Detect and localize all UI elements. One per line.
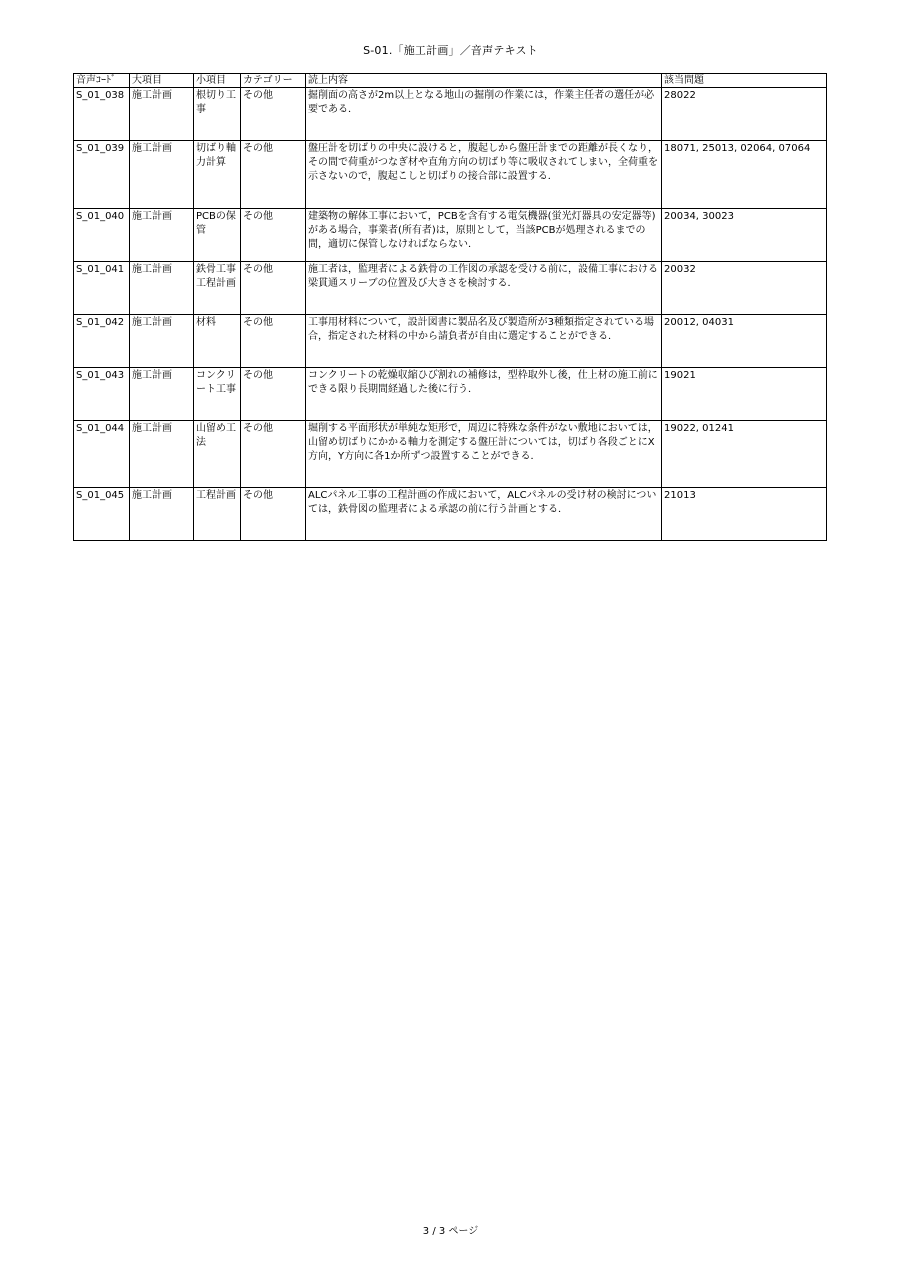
cell-refs: 20032 [662, 262, 827, 315]
cell-major: 施工計画 [130, 88, 194, 141]
cell-minor: コンクリート工事 [194, 368, 241, 421]
cell-major: 施工計画 [130, 488, 194, 541]
cell-code: S_01_041 [74, 262, 130, 315]
cell-code: S_01_043 [74, 368, 130, 421]
document-title: S-01.「施工計画」／音声テキスト [363, 44, 538, 57]
cell-refs: 19021 [662, 368, 827, 421]
cell-category: その他 [241, 209, 306, 262]
cell-content: コンクリートの乾燥収縮ひび割れの補修は，型枠取外し後，仕上材の施工前にできる限り長期間経過した後に行う． [306, 368, 662, 421]
cell-category: その他 [241, 315, 306, 368]
cell-content: 工事用材料について，設計図書に製品名及び製造所が3種類指定されている場合，指定された材料の中から請負者が自由に選定することができる． [306, 315, 662, 368]
cell-category: その他 [241, 488, 306, 541]
cell-refs: 20012, 04031 [662, 315, 827, 368]
table-row [74, 421, 827, 488]
cell-minor: 材料 [194, 315, 241, 368]
cell-code: S_01_038 [74, 88, 130, 141]
header-content: 読上内容 [306, 74, 662, 88]
header-row [74, 74, 827, 88]
table-row [74, 88, 827, 141]
cell-refs: 21013 [662, 488, 827, 541]
cell-category: その他 [241, 88, 306, 141]
cell-major: 施工計画 [130, 262, 194, 315]
cell-minor: 山留め工法 [194, 421, 241, 488]
cell-content: 掘削面の高さが2m以上となる地山の掘削の作業には，作業主任者の選任が必要である． [306, 88, 662, 141]
cell-category: その他 [241, 262, 306, 315]
page-number: 3 / 3 ページ [422, 1226, 479, 1237]
header-major: 大項目 [130, 74, 194, 88]
cell-minor: 工程計画 [194, 488, 241, 541]
table-row [74, 315, 827, 368]
cell-minor: 根切り工事 [194, 88, 241, 141]
cell-code: S_01_045 [74, 488, 130, 541]
cell-content: ALCパネル工事の工程計画の作成において，ALCパネルの受け材の検討については，鉄骨図の監理者による承認の前に行う計画とする． [306, 488, 662, 541]
cell-code: S_01_042 [74, 315, 130, 368]
cell-major: 施工計画 [130, 209, 194, 262]
header-code: 音声ｺｰﾄﾞ [74, 74, 130, 88]
cell-category: その他 [241, 368, 306, 421]
header-category: カテゴリー [241, 74, 306, 88]
cell-content: 堀削する平面形状が単純な矩形で，周辺に特殊な条件がない敷地においては，山留め切ばりにかかる軸力を測定する盤圧計については，切ばり各段ごとにX方向，Y方向に各1か所ずつ設置することができる． [306, 421, 662, 488]
cell-content: 建築物の解体工事において，PCBを含有する電気機器(蛍光灯器具の安定器等)がある場合，事業者(所有者)は，原則として，当該PCBが処理されるまでの間，適切に保管しなければならない． [306, 209, 662, 262]
cell-major: 施工計画 [130, 315, 194, 368]
cell-code: S_01_044 [74, 421, 130, 488]
table-row [74, 141, 827, 209]
cell-category: その他 [241, 421, 306, 488]
cell-refs: 20034, 30023 [662, 209, 827, 262]
header-minor: 小項目 [194, 74, 241, 88]
cell-code: S_01_040 [74, 209, 130, 262]
table-row [74, 262, 827, 315]
cell-category: その他 [241, 141, 306, 209]
header-refs: 該当問題 [662, 74, 827, 88]
cell-minor: 切ばり軸力計算 [194, 141, 241, 209]
cell-content: 施工者は，監理者による鉄骨の工作図の承認を受ける前に，設備工事における梁貫通スリーブの位置及び大きさを検討する． [306, 262, 662, 315]
cell-content: 盤圧計を切ばりの中央に設けると，腹起しから盤圧計までの距離が長くなり，その間で荷重がつなぎ材や直角方向の切ばり等に吸収されてしまい，全荷重を示さないので，腹起こしと切ばりの接合部に設置する． [306, 141, 662, 209]
cell-code: S_01_039 [74, 141, 130, 209]
cell-refs: 28022 [662, 88, 827, 141]
table-row [74, 368, 827, 421]
cell-major: 施工計画 [130, 141, 194, 209]
table-row [74, 488, 827, 541]
cell-major: 施工計画 [130, 368, 194, 421]
cell-minor: 鉄骨工事工程計画 [194, 262, 241, 315]
table-row [74, 209, 827, 262]
cell-refs: 19022, 01241 [662, 421, 827, 488]
cell-refs: 18071, 25013, 02064, 07064 [662, 141, 827, 209]
cell-minor: PCBの保管 [194, 209, 241, 262]
audio-text-table [73, 73, 827, 541]
cell-major: 施工計画 [130, 421, 194, 488]
